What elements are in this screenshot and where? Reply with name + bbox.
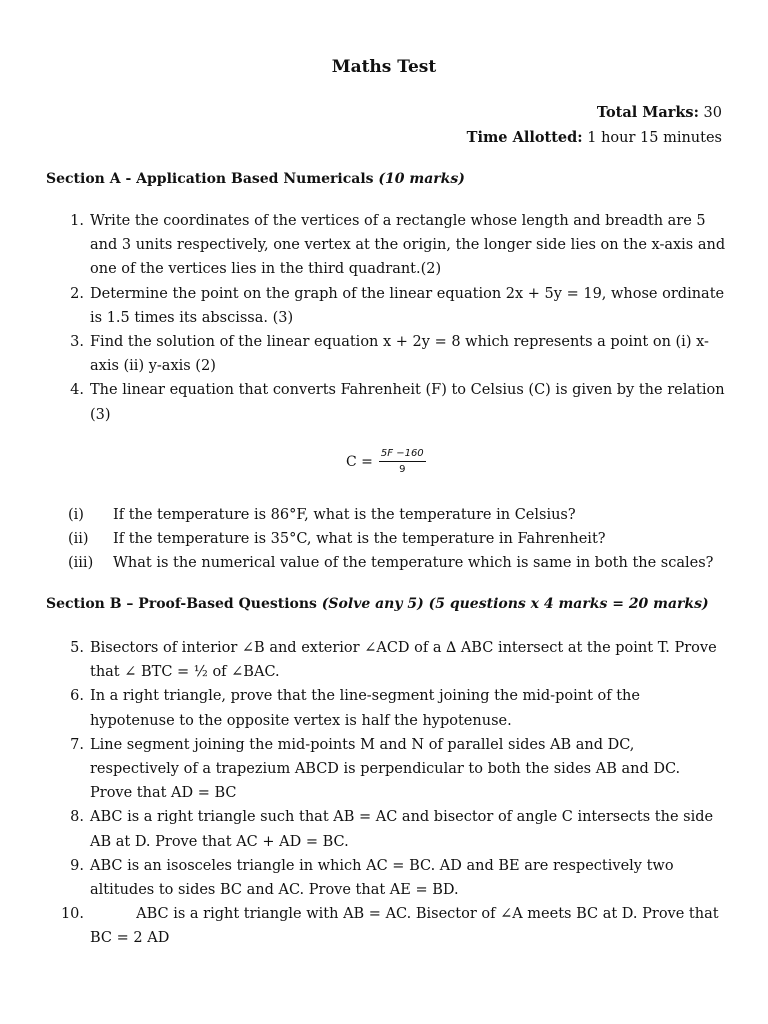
sub-question-label: (iii) [68,555,94,571]
section-b-title: Section B – Proof-Based Questions [46,596,322,612]
question-number: 2. [70,285,84,302]
formula-numerator: 5F −160 [379,448,426,462]
question-number: 4. [70,382,84,399]
question-text: Find the solution of the linear equation x + 2y = 8 which represents a point on (i) x-axis (ii) y-axis (2) [90,334,709,375]
sub-question-2 [68,527,728,551]
conversion-formula [346,448,426,475]
section-b-heading [46,596,709,612]
question-text: ABC is a right triangle such that AB = AC and bisector of angle C intersects the side AB at D. Prove that AC + AD = BC. [90,809,714,850]
sub-question-1 [68,503,728,527]
sub-question-text: If the temperature is 86°F, what is the temperature in Celsius? [113,507,576,523]
time-allotted [467,129,722,146]
question-10 [46,902,726,950]
question-8 [46,805,726,853]
formula-fraction [379,448,426,475]
question-6 [46,684,726,732]
question-number: 9. [70,857,84,874]
time-allotted-value: 1 hour 15 minutes [582,130,722,146]
question-number: 5. [70,640,84,656]
section-b-questions [46,636,726,951]
question-text: Line segment joining the mid-points M and N of parallel sides AB and DC, respectively of a trapezium ABCD is perpendicular to both the sides AB and DC. Prove that AD = BC [90,736,681,802]
question-text: ABC is a right triangle with AB = AC. Bisector of ∠A meets BC at D. Prove that BC = 2 AD [90,906,724,947]
question-text: ABC is an isosceles triangle in which AC = BC. AD and BE are respectively two altitudes to sides BC and AC. Prove that AE = BD. [90,857,674,899]
question-number: 10. [60,906,84,923]
sub-questions [68,503,728,575]
total-marks [597,104,722,121]
time-allotted-label: Time Allotted: [466,129,583,146]
question-number: 3. [70,334,84,351]
sub-question-label: (i) [68,507,84,523]
sub-question-text: If the temperature is 35°C, what is the temperature in Fahrenheit? [113,531,606,547]
question-text: In a right triangle, prove that the line-segment joining the mid-point of the hypotenuse to the opposite vertex is half the hypotenuse. [90,688,640,729]
question-number: 7. [70,736,84,753]
question-1 [46,209,726,282]
question-text: Bisectors of interior ∠B and exterior ∠ACD of a ∆ ABC intersect at the point T. Prove that ∠ BTC = ½ of ∠BAC. [90,640,717,681]
page-title: Maths Test [331,57,437,77]
sub-question-label: (ii) [68,531,89,547]
question-5 [46,636,726,684]
question-number: 8. [70,809,84,826]
question-4 [46,378,726,426]
question-text: Determine the point on the graph of the linear equation 2x + 5y = 19, whose ordinate is 1.5 times its abscissa. (3) [90,285,725,326]
sub-question-3 [68,551,728,575]
question-9 [46,854,726,902]
section-a-questions [46,209,726,427]
section-b-marks: (Solve any 5) (5 questions x 4 marks = 20 marks) [321,596,709,612]
formula-lhs: C = [346,453,373,470]
total-marks-label: Total Marks: [596,104,699,121]
question-2 [46,282,726,330]
question-number: 6. [70,688,84,705]
formula-denominator: 9 [399,464,406,475]
question-number: 1. [70,213,84,229]
question-3 [46,330,726,378]
total-marks-value: 30 [698,105,722,121]
question-text: The linear equation that converts Fahrenheit (F) to Celsius (C) is given by the relation (3) [90,382,725,423]
sub-question-text: What is the numerical value of the temperature which is same in both the scales? [113,555,714,571]
section-a-marks: (10 marks) [378,171,465,187]
section-a-title: Section A - Application Based Numericals [46,171,379,187]
section-a-heading [46,171,465,187]
question-text: Write the coordinates of the vertices of a rectangle whose length and breadth are 5 and 3 units respectively, one vertex at the origin, the longer side lies on the x-axis and one of the vertices lies in the third quadrant.(2) [90,213,726,278]
question-7 [46,733,726,806]
